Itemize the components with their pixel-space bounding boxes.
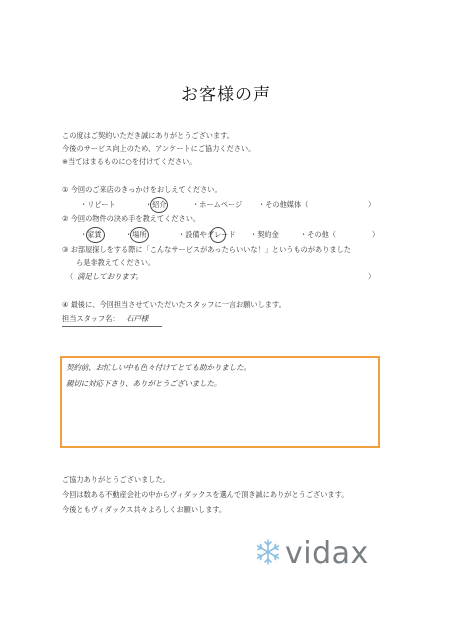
staff-name: 石戸様	[126, 314, 149, 323]
vidax-logo	[255, 536, 369, 571]
question-3: ③ お部屋探しをする際に「こんなサービスがあったらいいな！」というものがありました	[62, 245, 351, 254]
intro-line-1: この度はご契約いただき誠にありがとうございます。	[62, 131, 234, 140]
q2-option-other: ・その他（	[300, 230, 336, 239]
q3-answer: 満足しております。	[77, 272, 143, 281]
q2-option-rent: ・家賃	[80, 230, 102, 239]
q1-option-other-media: ・その他媒体（	[258, 200, 309, 209]
question-2: ② 今回の物件の決め手を教えてください。	[62, 214, 201, 223]
snowflake-icon	[255, 539, 281, 569]
comment-line-1: 契約前、お忙しい中も色々付けてとても助かりました。	[66, 363, 251, 372]
page-title: お客様の声	[181, 85, 271, 105]
q2-selected-circle-location	[130, 227, 149, 243]
closing-line-2: 今回は数ある不動産会社の中からヴィダックスを選んで頂き誠にありがとうございます。	[62, 490, 349, 499]
comment-line-2: 親切に対応下さり、ありがとうございました。	[66, 379, 222, 388]
q1-option-repeat: ・リピート	[80, 200, 116, 209]
question-1: ① 今回のご来店のきっかけをおしえてください。	[62, 185, 222, 194]
q2-option-location: ・場所	[125, 230, 147, 239]
closing-line-1: ご協力ありがとうございました。	[62, 475, 170, 484]
closing-line-3: 今後ともヴィダックス共々よろしくお願いします。	[62, 505, 227, 514]
intro-line-3: ※当てはまるものに○を付けてください。	[62, 157, 197, 166]
intro-line-2: 今後のサービス向上のため、アンケートにご協力ください。	[62, 144, 256, 153]
q2-option-close: ）	[372, 230, 380, 239]
question-4: ④ 最後に、今回担当させていただいたスタッフに一言お願いします。	[62, 300, 286, 309]
q2-selected-circle-equipment	[210, 227, 226, 243]
q1-option-referral: ・紹介	[145, 200, 167, 209]
q2-option-deposit: ・契約金	[250, 230, 279, 239]
q1-option-homepage: ・ホームページ	[192, 200, 243, 209]
q1-selected-circle	[150, 197, 168, 213]
staff-label: 担当スタッフ名：	[62, 314, 120, 323]
logo-text: vidax	[285, 536, 369, 571]
q2-option-equipment: ・設備やグレード	[178, 230, 236, 239]
staff-underline	[62, 326, 162, 327]
q2-selected-circle-rent	[86, 227, 105, 243]
q3-close-paren: ）	[368, 272, 376, 281]
q3-open-paren: （	[66, 272, 74, 281]
question-3-cont: ら是非教えてください。	[76, 258, 156, 267]
q1-option-close: ）	[368, 200, 376, 209]
